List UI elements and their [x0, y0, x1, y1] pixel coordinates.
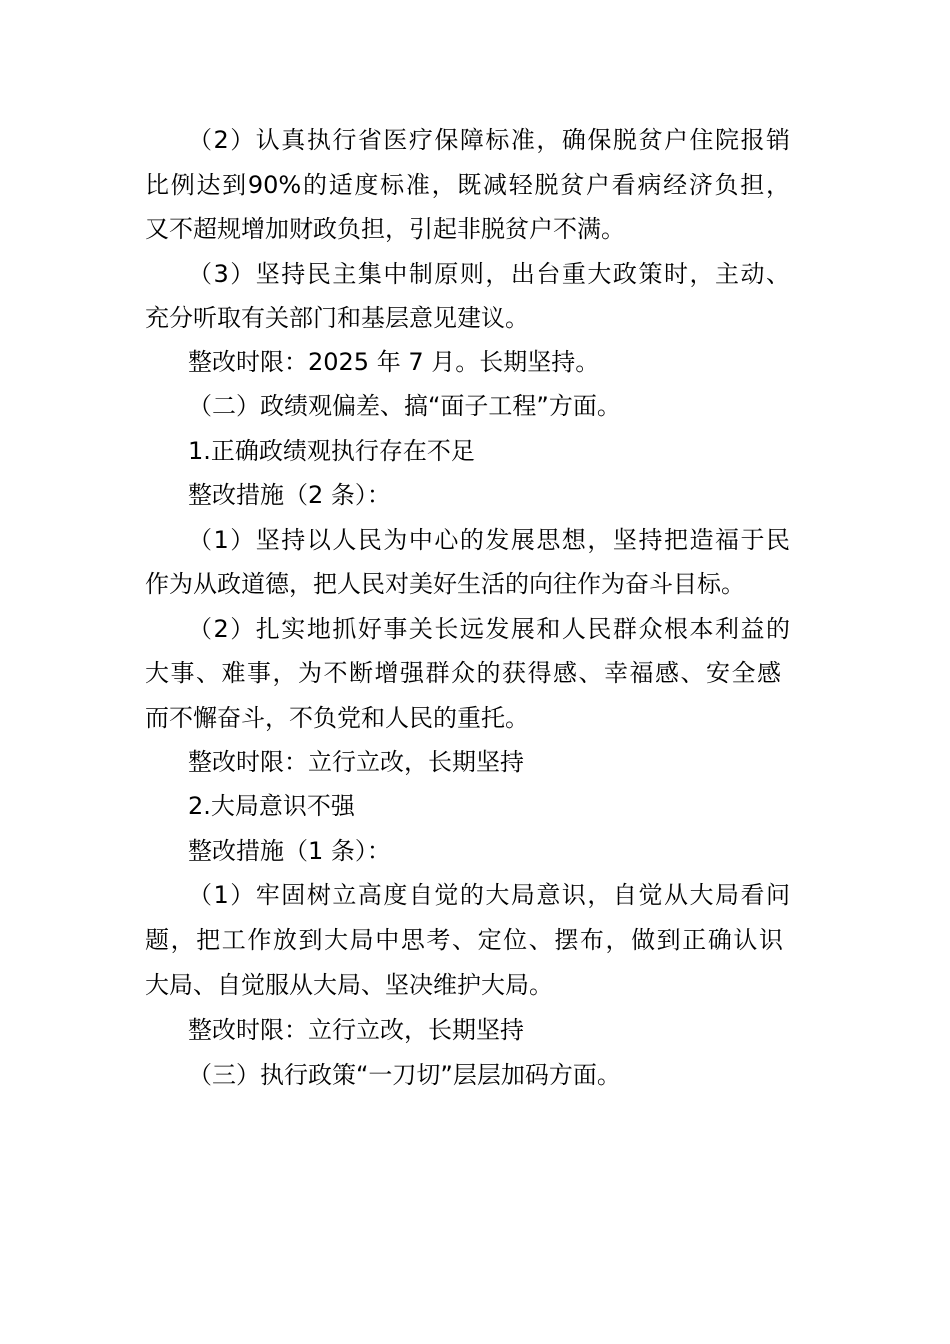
- paragraph-line: 作为从政道德，把人民对美好生活的向往作为奋斗目标。: [145, 570, 745, 598]
- paragraph-line: （3）坚持民主集中制原则，出台重大政策时，主动、: [188, 260, 790, 288]
- measures-heading: 整改措施（2 条）：: [188, 481, 391, 509]
- paragraph-line: 大局、自觉服从大局、坚决维护大局。: [145, 971, 553, 999]
- subsection-heading: 1.正确政绩观执行存在不足: [188, 437, 475, 465]
- deadline-line: 整改时限：立行立改，长期坚持: [188, 748, 524, 776]
- paragraph-line: 又不超规增加财政负担，引起非脱贫户不满。: [145, 215, 625, 243]
- paragraph-line: （1）牢固树立高度自觉的大局意识，自觉从大局看问: [188, 881, 790, 909]
- deadline-line: 整改时限：立行立改，长期坚持: [188, 1016, 524, 1044]
- measures-heading: 整改措施（1 条）：: [188, 837, 391, 865]
- paragraph-line: 比例达到90%的适度标准，既减轻脱贫户看病经济负担，: [145, 171, 790, 199]
- paragraph-line: 大事、难事，为不断增强群众的获得感、幸福感、安全感: [145, 659, 781, 687]
- paragraph-line: （2）认真执行省医疗保障标准，确保脱贫户住院报销: [188, 126, 790, 154]
- paragraph-line: （2）扎实地抓好事关长远发展和人民群众根本利益的: [188, 615, 790, 643]
- section-heading: （三）执行政策“一刀切”层层加码方面。: [188, 1061, 621, 1089]
- section-heading: （二）政绩观偏差、搞“面子工程”方面。: [188, 392, 621, 420]
- paragraph-line: （1）坚持以人民为中心的发展思想，坚持把造福于民: [188, 526, 790, 554]
- deadline-line: 整改时限：2025 年 7 月。长期坚持。: [188, 348, 600, 376]
- paragraph-line: 充分听取有关部门和基层意见建议。: [145, 304, 529, 332]
- paragraph-line: 而不懈奋斗，不负党和人民的重托。: [145, 704, 529, 732]
- subsection-heading: 2.大局意识不强: [188, 792, 355, 820]
- paragraph-line: 题，把工作放到大局中思考、定位、摆布，做到正确认识: [145, 926, 783, 954]
